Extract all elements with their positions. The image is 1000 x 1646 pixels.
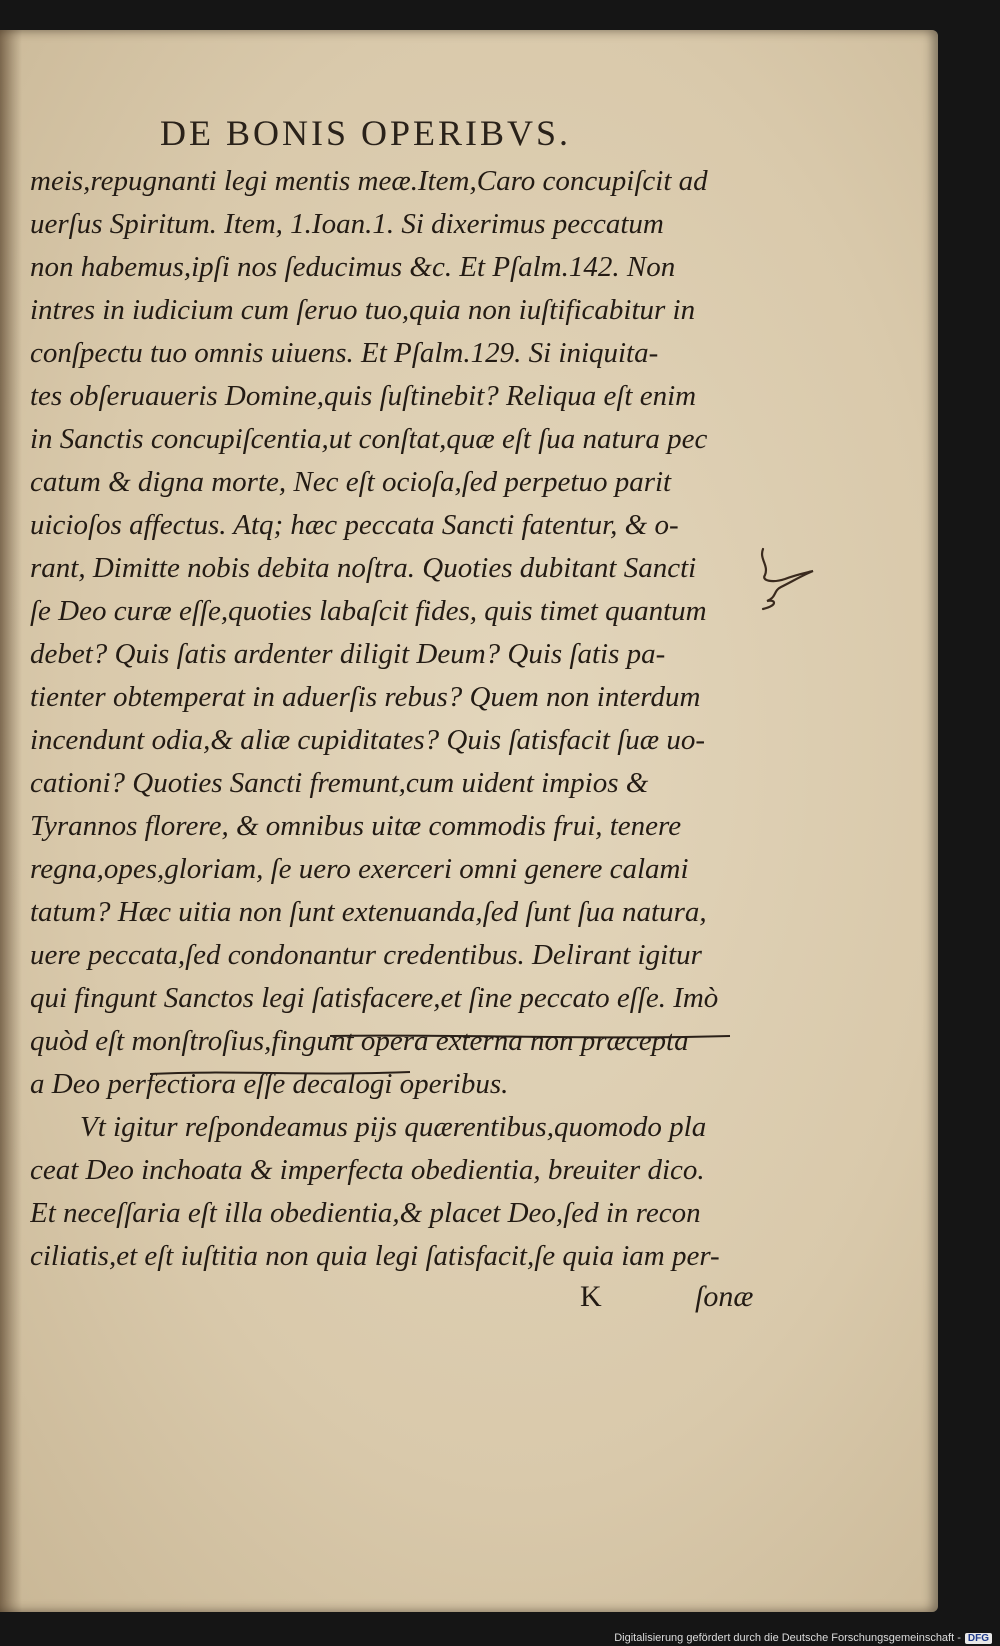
text-line: intres in iudicium cum ſeruo tuo,quia non iuſtificabitur in [30, 294, 696, 326]
body-text [30, 160, 760, 1278]
text-line: uerſus Spiritum. Item, 1.Ioan.1. Si dixerimus peccatum [30, 208, 664, 240]
text-line: uicioſos affectus. Atq; hæc peccata Sancti fatentur, & o- [30, 509, 679, 541]
handwritten-strikethrough [110, 1030, 770, 1090]
text-line: cationi? Quoties Sancti fremunt,cum uident impios & [30, 767, 649, 799]
dfg-logo: DFG [965, 1633, 992, 1644]
text-line: ſe Deo curæ eſſe,quoties labaſcit fides, quis timet quantum [30, 595, 707, 627]
text-line: Tyrannos florere, & omnibus uitæ commodis frui, tenere [30, 810, 682, 842]
catchword: ſonæ [695, 1280, 754, 1313]
text-line: meis,repugnanti legi mentis meæ.Item,Caro concupiſcit ad [30, 165, 708, 197]
running-head: DE BONIS OPERIBVS. [160, 113, 572, 153]
text-line: conſpectu tuo omnis uiuens. Et Pſalm.129. Si iniquita- [30, 337, 659, 369]
text-line: tatum? Hæc uitia non ſunt extenuanda,ſed ſunt ſua natura, [30, 896, 707, 928]
text-line: catum & digna morte, Nec eſt ocioſa,ſed perpetuo parit [30, 466, 672, 498]
text-line: incendunt odia,& aliæ cupiditates? Quis ſatisfacit ſuæ uo- [30, 724, 706, 756]
text-line: tienter obtemperat in aduerſis rebus? Quem non interdum [30, 681, 701, 713]
footer-credit [614, 1632, 992, 1644]
text-line: in Sanctis concupiſcentia,ut conſtat,quæ eſt ſua natura pec [30, 423, 708, 455]
footer-text: Digitalisierung gefördert durch die Deutsche Forschungsgemeinschaft - [614, 1632, 961, 1644]
text-line: qui fingunt Sanctos legi ſatisfacere,et ſine peccato eſſe. Imò [30, 982, 719, 1014]
text-line: non habemus,ipſi nos ſeducimus &c. Et Pſalm.142. Non [30, 251, 676, 283]
signature-mark: K [580, 1280, 602, 1313]
text-line: regna,opes,gloriam, ſe uero exerceri omni genere calami [30, 853, 689, 885]
text-line: debet? Quis ſatis ardenter diligit Deum? Quis ſatis pa- [30, 638, 666, 670]
text-line: a Deo perfectiora eſſe decalogi operibus. [30, 1068, 509, 1100]
gutter-shadow [0, 30, 22, 1612]
text-line: ciliatis,et eſt iuſtitia non quia legi ſatisfacit,ſe quia iam per- [30, 1240, 720, 1272]
text-line: ceat Deo inchoata & imperfecta obedientia, breuiter dico. [30, 1154, 705, 1186]
margin-annotation-mark [755, 545, 825, 625]
text-line: Vt igitur reſpondeamus pijs quærentibus,quomodo pla [80, 1111, 707, 1143]
text-line: uere peccata,ſed condonantur credentibus. Delirant igitur [30, 939, 702, 971]
text-line: Et neceſſaria eſt illa obedientia,& placet Deo,ſed in recon [30, 1197, 701, 1229]
text-line: tes obſeruaueris Domine,quis ſuſtinebit? Reliqua eſt enim [30, 380, 697, 412]
text-line: rant, Dimitte nobis debita noſtra. Quoties dubitant Sancti [30, 552, 697, 584]
text-line: quòd eſt monſtroſius,fingunt opera externa non præcepta [30, 1025, 689, 1057]
